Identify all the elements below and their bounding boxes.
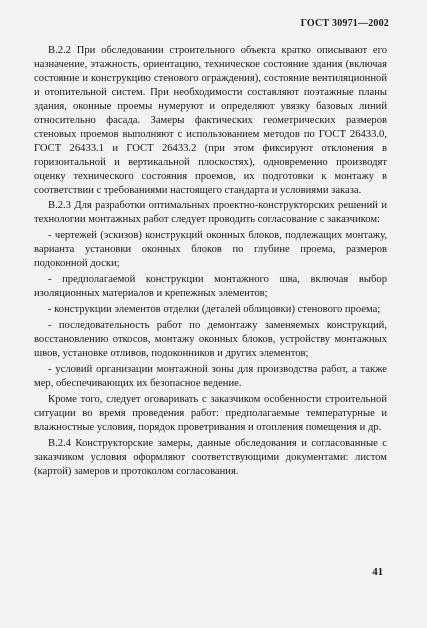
body-text	[34, 44, 387, 481]
paragraph-b22: В.2.2 При обследовании строительного объекта кратко описывают его назначение, этажность, ориентацию, техническое состояние здания (включая состояние и конструкцию стенового ограждения), состояние вентиляционной и отопительной систем. При необходимости составляют поэтажные планы здания, оконные проемы нумеруют и определяют увязку базовых линий относительно фасада. Замеры фактических геометрических размеров стеновых проемов выполняют с использованием методов по ГОСТ 26433.0, ГОСТ 26433.1 и ГОСТ 26433.2 (при этом фиксируют отклонения в горизонтальной и вертикальной плоскостях), одновременно производят оценку технического состояния проемов, их подготовки к монтажу в соответствии с требованиями настоящего стандарта и условиями заказа.	[34, 45, 387, 196]
list-item-work-sequence: - последовательность работ по демонтажу заменяемых конструкций, восстановлению откосов, монтажу оконных блоков, устройству монтажных швов, установке отливов, подоконников и других элементов;	[34, 320, 387, 360]
page-number: 41	[372, 567, 383, 578]
list-item-trim-elements: - конструкции элементов отделки (деталей облицовки) стенового проема;	[48, 304, 381, 316]
list-item-work-zone: - условий организации монтажной зоны для производства работ, а также мер, обеспечивающих их безопасное ведение.	[34, 363, 387, 389]
paragraph-site-conditions: Кроме того, следует оговаривать с заказчиком особенности строительной ситуации во время проведения работ: предполагаемые температурные и влажностные условия, порядок проветривания и отопления помещения и др.	[34, 393, 387, 433]
list-item-joint-design: - предполагаемой конструкции монтажного шва, включая выбор изоляционных материалов и крепежных элементов;	[34, 274, 387, 300]
list-item-drawings: - чертежей (эскизов) конструкций оконных блоков, подлежащих монтажу, варианта установки оконных блоков по глубине проема, размеров подоконной доски;	[34, 230, 387, 270]
paragraph-b23: В.2.3 Для разработки оптимальных проектно-конструкторских решений и технологии монтажных работ следует проводить согласование с заказчиком:	[34, 200, 387, 226]
paragraph-b24: В.2.4 Конструкторские замеры, данные обследования и согласованные с заказчиком условия оформляют соответствующими документами: листом (картой) замеров и протоколом согласования.	[34, 437, 387, 477]
page-header-standard: ГОСТ 30971—2002	[300, 18, 389, 29]
